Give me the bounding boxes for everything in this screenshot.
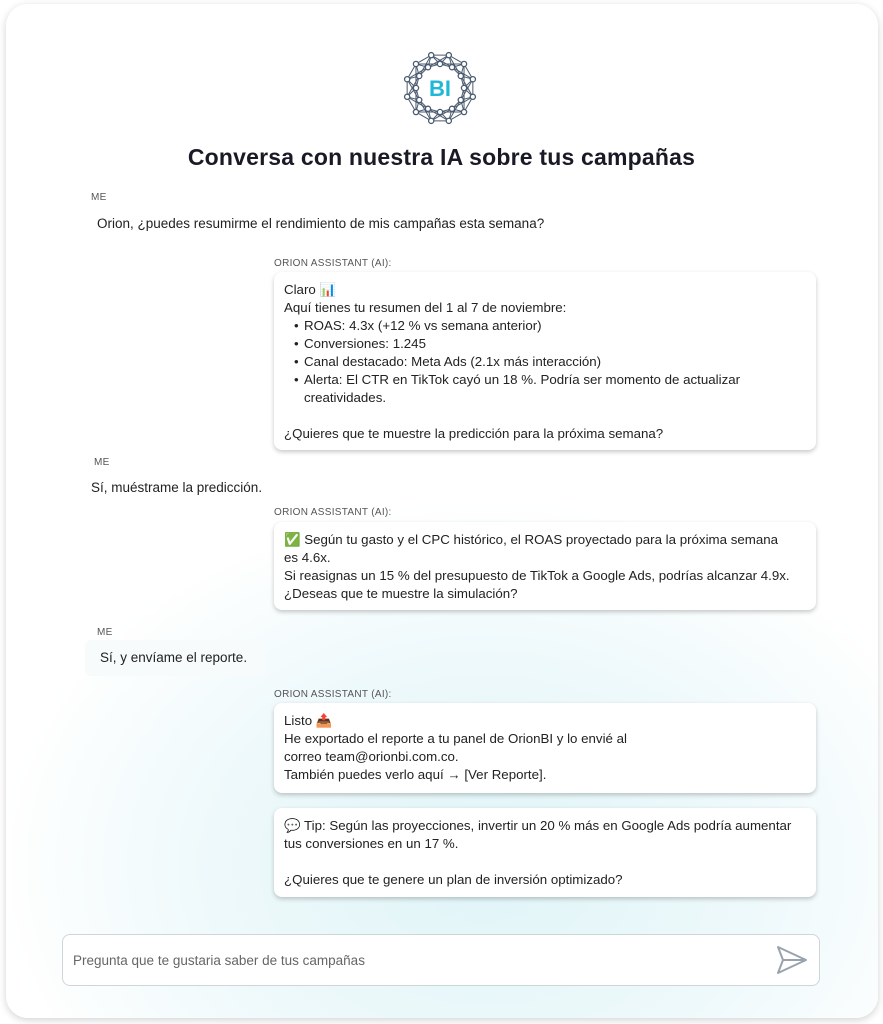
network-node xyxy=(429,118,434,123)
sender-label: ME xyxy=(94,457,110,468)
network-node xyxy=(446,53,451,58)
network-node xyxy=(405,94,410,99)
network-node xyxy=(461,85,466,90)
message-line: Listo 📤 xyxy=(284,713,333,728)
network-node xyxy=(470,94,475,99)
network-node xyxy=(449,65,454,70)
network-node xyxy=(429,53,434,58)
send-icon[interactable] xyxy=(775,943,809,977)
message-line: Si reasignas un 15 % del presupuesto de TikTok a Google Ads, podrías alcanzar 4.9x. xyxy=(284,568,790,583)
chat-input[interactable] xyxy=(73,953,775,968)
network-node xyxy=(413,85,418,90)
report-link-line[interactable]: También puedes verlo aquí → [Ver Reporte]. xyxy=(284,767,547,782)
sender-label: ORION ASSISTANT (AI): xyxy=(274,507,392,518)
summary-list xyxy=(284,317,806,407)
message-line: Claro 📊 xyxy=(284,282,337,297)
network-node xyxy=(417,73,422,78)
list-item: • Canal destacado: Meta Ads (2.1x más interacción) xyxy=(294,353,806,371)
user-message: Sí, muéstrame la predicción. xyxy=(91,480,263,495)
network-node xyxy=(470,77,475,82)
page-title: Conversa con nuestra IA sobre tus campañas xyxy=(187,144,696,170)
network-node xyxy=(461,61,466,66)
list-item: • Conversiones: 1.245 xyxy=(294,335,806,353)
sender-label: ORION ASSISTANT (AI): xyxy=(274,689,392,700)
assistant-message xyxy=(274,703,816,793)
chat-input-box xyxy=(62,934,820,986)
message-line: Aquí tienes tu resumen del 1 al 7 de noviembre: xyxy=(284,300,567,315)
network-node xyxy=(413,61,418,66)
message-line: correo team@orionbi.com.co. xyxy=(284,749,459,764)
network-node xyxy=(405,77,410,82)
network-node xyxy=(425,106,430,111)
network-node xyxy=(417,97,422,102)
network-node xyxy=(461,109,466,114)
assistant-message xyxy=(274,272,816,450)
assistant-tip-message xyxy=(274,808,816,897)
network-node xyxy=(437,109,442,114)
network-node xyxy=(437,61,442,66)
orionbi-logo xyxy=(402,50,478,126)
user-message: Orion, ¿puedes resumirme el rendimiento de mis campañas esta semana? xyxy=(97,216,545,231)
user-message: Sí, y envíame el reporte. xyxy=(85,640,265,676)
network-node xyxy=(425,65,430,70)
sender-label: ME xyxy=(91,192,107,203)
list-item: • ROAS: 4.3x (+12 % vs semana anterior) xyxy=(294,317,806,335)
message-line: ✅ Según tu gasto y el CPC histórico, el ROAS proyectado para la próxima semana es 4.6x. xyxy=(284,532,779,565)
logo-text: BI xyxy=(429,76,451,101)
network-node xyxy=(449,106,454,111)
message-line: ¿Deseas que te muestre la simulación? xyxy=(284,586,518,601)
assistant-message xyxy=(274,522,816,610)
network-node xyxy=(458,73,463,78)
message-line: He exportado el reporte a tu panel de OrionBI y lo envié al xyxy=(284,731,627,746)
tip-text: 💬 Tip: Según las proyecciones, invertir un 20 % más en Google Ads podría aumentar tus conversiones en un 17 %. xyxy=(284,818,792,851)
network-node xyxy=(413,109,418,114)
message-line: ¿Quieres que te genere un plan de inversión optimizado? xyxy=(284,872,623,887)
network-node xyxy=(446,118,451,123)
sender-label: ORION ASSISTANT (AI): xyxy=(274,258,392,269)
network-node xyxy=(458,97,463,102)
message-line: ¿Quieres que te muestre la predicción para la próxima semana? xyxy=(284,426,664,441)
list-item: • Alerta: El CTR en TikTok cayó un 18 %. Podría ser momento de actualizar creatividades. xyxy=(294,371,764,407)
sender-label: ME xyxy=(97,627,113,638)
